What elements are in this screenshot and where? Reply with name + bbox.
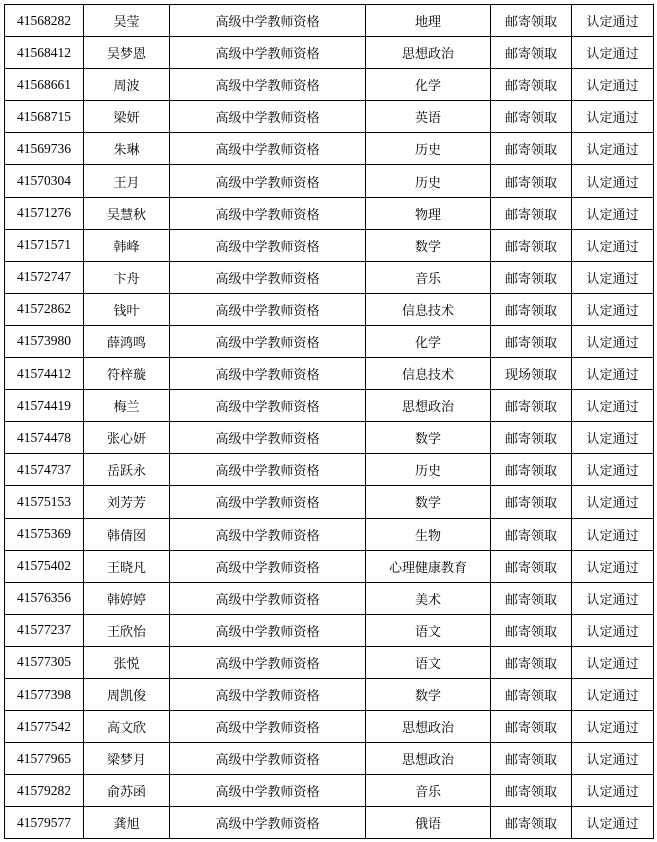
status-cell: 认定通过 (572, 582, 654, 614)
table-row (5, 486, 654, 518)
id-cell: 41575402 (5, 550, 84, 582)
table-row (5, 229, 654, 261)
name-cell: 薛鸿鸣 (84, 325, 170, 357)
name-cell: 朱琳 (84, 133, 170, 165)
table-row (5, 390, 654, 422)
id-cell: 41576356 (5, 582, 84, 614)
table-row (5, 165, 654, 197)
table-row (5, 5, 654, 37)
id-cell: 41573980 (5, 325, 84, 357)
subject-cell: 美术 (366, 582, 491, 614)
qualification-cell: 高级中学教师资格 (170, 37, 366, 69)
qualification-cell: 高级中学教师资格 (170, 646, 366, 678)
name-cell: 符梓璇 (84, 358, 170, 390)
id-cell: 41577305 (5, 646, 84, 678)
subject-cell: 思想政治 (366, 37, 491, 69)
status-cell: 认定通过 (572, 614, 654, 646)
name-cell: 王晓凡 (84, 550, 170, 582)
name-cell: 王欣怡 (84, 614, 170, 646)
pickup-method-cell: 邮寄领取 (491, 5, 572, 37)
table-row (5, 197, 654, 229)
table-row (5, 37, 654, 69)
qualification-cell: 高级中学教师资格 (170, 422, 366, 454)
pickup-method-cell: 邮寄领取 (491, 37, 572, 69)
status-cell: 认定通过 (572, 678, 654, 710)
status-cell: 认定通过 (572, 646, 654, 678)
status-cell: 认定通过 (572, 775, 654, 807)
id-cell: 41574478 (5, 422, 84, 454)
name-cell: 王月 (84, 165, 170, 197)
name-cell: 钱叶 (84, 293, 170, 325)
pickup-method-cell: 邮寄领取 (491, 678, 572, 710)
status-cell: 认定通过 (572, 133, 654, 165)
qualification-cell: 高级中学教师资格 (170, 293, 366, 325)
pickup-method-cell: 邮寄领取 (491, 711, 572, 743)
name-cell: 俞苏函 (84, 775, 170, 807)
subject-cell: 化学 (366, 69, 491, 101)
table-row (5, 133, 654, 165)
id-cell: 41569736 (5, 133, 84, 165)
qualification-cell: 高级中学教师资格 (170, 229, 366, 261)
name-cell: 韩倩囡 (84, 518, 170, 550)
qualification-cell: 高级中学教师资格 (170, 614, 366, 646)
id-cell: 41577965 (5, 743, 84, 775)
qualification-cell: 高级中学教师资格 (170, 390, 366, 422)
table-row (5, 101, 654, 133)
subject-cell: 思想政治 (366, 743, 491, 775)
qualification-cell: 高级中学教师资格 (170, 325, 366, 357)
qualification-cell: 高级中学教师资格 (170, 101, 366, 133)
status-cell: 认定通过 (572, 165, 654, 197)
qualification-cell: 高级中学教师资格 (170, 550, 366, 582)
name-cell: 龚旭 (84, 807, 170, 839)
pickup-method-cell: 邮寄领取 (491, 390, 572, 422)
table-row (5, 678, 654, 710)
status-cell: 认定通过 (572, 358, 654, 390)
subject-cell: 心理健康教育 (366, 550, 491, 582)
subject-cell: 物理 (366, 197, 491, 229)
table-body (5, 5, 654, 839)
id-cell: 41570304 (5, 165, 84, 197)
id-cell: 41579577 (5, 807, 84, 839)
subject-cell: 音乐 (366, 261, 491, 293)
table-row (5, 454, 654, 486)
qualification-cell: 高级中学教师资格 (170, 261, 366, 293)
qualification-cell: 高级中学教师资格 (170, 807, 366, 839)
status-cell: 认定通过 (572, 37, 654, 69)
table-row (5, 582, 654, 614)
id-cell: 41568282 (5, 5, 84, 37)
pickup-method-cell: 邮寄领取 (491, 165, 572, 197)
table-row (5, 261, 654, 293)
qualification-cell: 高级中学教师资格 (170, 197, 366, 229)
status-cell: 认定通过 (572, 197, 654, 229)
id-cell: 41571276 (5, 197, 84, 229)
id-cell: 41568661 (5, 69, 84, 101)
qualification-cell: 高级中学教师资格 (170, 165, 366, 197)
status-cell: 认定通过 (572, 807, 654, 839)
qualification-cell: 高级中学教师资格 (170, 678, 366, 710)
table-row (5, 422, 654, 454)
status-cell: 认定通过 (572, 454, 654, 486)
status-cell: 认定通过 (572, 390, 654, 422)
name-cell: 韩婷婷 (84, 582, 170, 614)
id-cell: 41577237 (5, 614, 84, 646)
name-cell: 韩峰 (84, 229, 170, 261)
pickup-method-cell: 邮寄领取 (491, 261, 572, 293)
name-cell: 张悦 (84, 646, 170, 678)
status-cell: 认定通过 (572, 293, 654, 325)
id-cell: 41575369 (5, 518, 84, 550)
id-cell: 41572862 (5, 293, 84, 325)
status-cell: 认定通过 (572, 69, 654, 101)
subject-cell: 历史 (366, 454, 491, 486)
subject-cell: 英语 (366, 101, 491, 133)
id-cell: 41572747 (5, 261, 84, 293)
status-cell: 认定通过 (572, 743, 654, 775)
pickup-method-cell: 邮寄领取 (491, 518, 572, 550)
certification-table (4, 4, 654, 839)
subject-cell: 化学 (366, 325, 491, 357)
table-row (5, 807, 654, 839)
table-row (5, 775, 654, 807)
pickup-method-cell: 邮寄领取 (491, 743, 572, 775)
id-cell: 41575153 (5, 486, 84, 518)
status-cell: 认定通过 (572, 101, 654, 133)
subject-cell: 数学 (366, 422, 491, 454)
id-cell: 41568412 (5, 37, 84, 69)
name-cell: 梁梦月 (84, 743, 170, 775)
pickup-method-cell: 邮寄领取 (491, 582, 572, 614)
status-cell: 认定通过 (572, 261, 654, 293)
name-cell: 梁妍 (84, 101, 170, 133)
qualification-cell: 高级中学教师资格 (170, 743, 366, 775)
table-row (5, 711, 654, 743)
id-cell: 41568715 (5, 101, 84, 133)
document-page (4, 4, 654, 839)
name-cell: 岳跃永 (84, 454, 170, 486)
subject-cell: 地理 (366, 5, 491, 37)
qualification-cell: 高级中学教师资格 (170, 711, 366, 743)
name-cell: 卞舟 (84, 261, 170, 293)
pickup-method-cell: 邮寄领取 (491, 293, 572, 325)
table-row (5, 293, 654, 325)
table-row (5, 743, 654, 775)
subject-cell: 数学 (366, 678, 491, 710)
subject-cell: 思想政治 (366, 390, 491, 422)
name-cell: 吴莹 (84, 5, 170, 37)
subject-cell: 数学 (366, 229, 491, 261)
name-cell: 周凯俊 (84, 678, 170, 710)
id-cell: 41579282 (5, 775, 84, 807)
table-row (5, 614, 654, 646)
status-cell: 认定通过 (572, 325, 654, 357)
status-cell: 认定通过 (572, 550, 654, 582)
subject-cell: 音乐 (366, 775, 491, 807)
id-cell: 41574419 (5, 390, 84, 422)
pickup-method-cell: 邮寄领取 (491, 614, 572, 646)
table-row (5, 550, 654, 582)
id-cell: 41574737 (5, 454, 84, 486)
qualification-cell: 高级中学教师资格 (170, 518, 366, 550)
table-row (5, 646, 654, 678)
table-row (5, 518, 654, 550)
table-row (5, 358, 654, 390)
name-cell: 周波 (84, 69, 170, 101)
subject-cell: 数学 (366, 486, 491, 518)
status-cell: 认定通过 (572, 229, 654, 261)
id-cell: 41574412 (5, 358, 84, 390)
qualification-cell: 高级中学教师资格 (170, 775, 366, 807)
pickup-method-cell: 邮寄领取 (491, 486, 572, 518)
qualification-cell: 高级中学教师资格 (170, 69, 366, 101)
status-cell: 认定通过 (572, 711, 654, 743)
subject-cell: 语文 (366, 614, 491, 646)
qualification-cell: 高级中学教师资格 (170, 5, 366, 37)
pickup-method-cell: 邮寄领取 (491, 133, 572, 165)
pickup-method-cell: 邮寄领取 (491, 454, 572, 486)
qualification-cell: 高级中学教师资格 (170, 486, 366, 518)
name-cell: 吴梦恩 (84, 37, 170, 69)
name-cell: 吴慧秋 (84, 197, 170, 229)
id-cell: 41571571 (5, 229, 84, 261)
name-cell: 高文欣 (84, 711, 170, 743)
pickup-method-cell: 邮寄领取 (491, 807, 572, 839)
status-cell: 认定通过 (572, 5, 654, 37)
qualification-cell: 高级中学教师资格 (170, 582, 366, 614)
name-cell: 刘芳芳 (84, 486, 170, 518)
status-cell: 认定通过 (572, 486, 654, 518)
status-cell: 认定通过 (572, 422, 654, 454)
pickup-method-cell: 现场领取 (491, 358, 572, 390)
pickup-method-cell: 邮寄领取 (491, 775, 572, 807)
pickup-method-cell: 邮寄领取 (491, 325, 572, 357)
qualification-cell: 高级中学教师资格 (170, 454, 366, 486)
status-cell: 认定通过 (572, 518, 654, 550)
qualification-cell: 高级中学教师资格 (170, 358, 366, 390)
id-cell: 41577542 (5, 711, 84, 743)
table-row (5, 325, 654, 357)
name-cell: 张心妍 (84, 422, 170, 454)
subject-cell: 信息技术 (366, 358, 491, 390)
qualification-cell: 高级中学教师资格 (170, 133, 366, 165)
id-cell: 41577398 (5, 678, 84, 710)
subject-cell: 俄语 (366, 807, 491, 839)
pickup-method-cell: 邮寄领取 (491, 229, 572, 261)
subject-cell: 语文 (366, 646, 491, 678)
subject-cell: 信息技术 (366, 293, 491, 325)
subject-cell: 历史 (366, 133, 491, 165)
pickup-method-cell: 邮寄领取 (491, 422, 572, 454)
pickup-method-cell: 邮寄领取 (491, 101, 572, 133)
pickup-method-cell: 邮寄领取 (491, 197, 572, 229)
subject-cell: 生物 (366, 518, 491, 550)
pickup-method-cell: 邮寄领取 (491, 646, 572, 678)
name-cell: 梅兰 (84, 390, 170, 422)
table-row (5, 69, 654, 101)
pickup-method-cell: 邮寄领取 (491, 69, 572, 101)
subject-cell: 思想政治 (366, 711, 491, 743)
pickup-method-cell: 邮寄领取 (491, 550, 572, 582)
subject-cell: 历史 (366, 165, 491, 197)
